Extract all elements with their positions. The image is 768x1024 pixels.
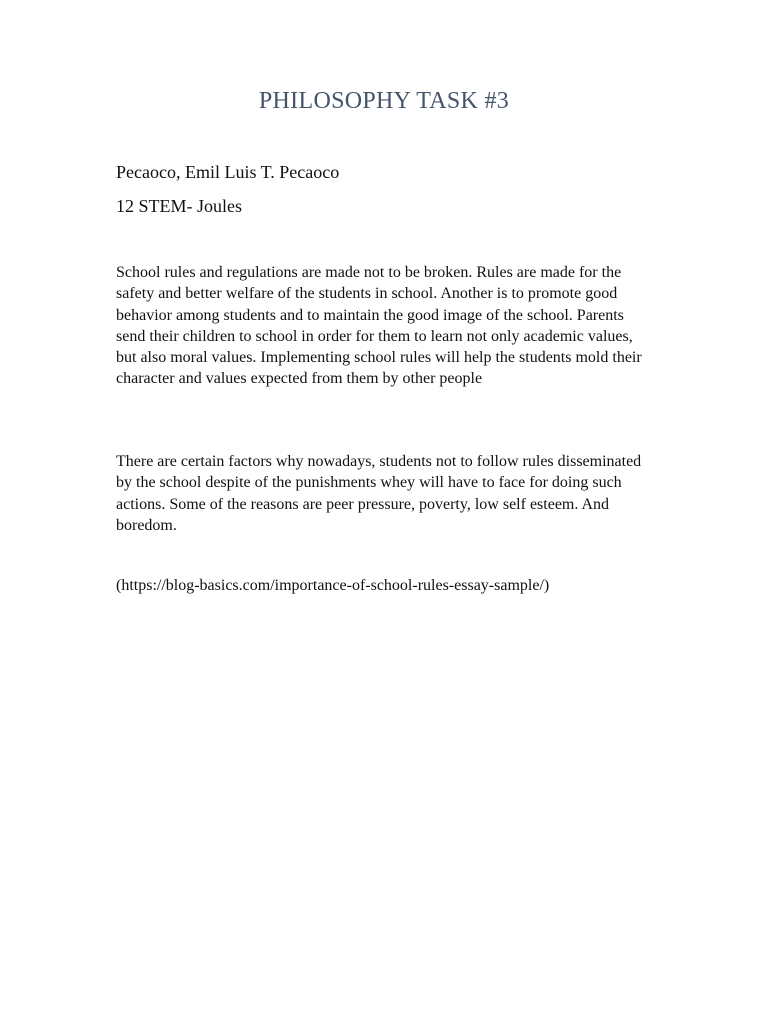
citation-line: (https://blog-basics.com/importance-of-school-rules-essay-sample/) bbox=[116, 577, 550, 594]
author-line: Pecaoco, Emil Luis T. Pecaoco bbox=[116, 162, 340, 182]
page-title: PHILOSOPHY TASK #3 bbox=[258, 88, 510, 114]
body-paragraph-2: There are certain factors why nowadays, students not to follow rules disseminated by the school despite of the punishments whey will have to face for doing such actions. Some of the reasons are peer pressure, poverty, low self esteem. And boredom. bbox=[116, 453, 642, 534]
section-line: 12 STEM- Joules bbox=[116, 196, 242, 216]
body-paragraph-1: School rules and regulations are made not to be broken. Rules are made for the safety and better welfare of the students in school. Another is to promote good behavior among students and to maintain the good image of the school. Parents send their children to school in order for them to learn not only academic values, but also moral values. Implementing school rules will help the students mold their character and values expected from them by other people bbox=[116, 264, 642, 388]
